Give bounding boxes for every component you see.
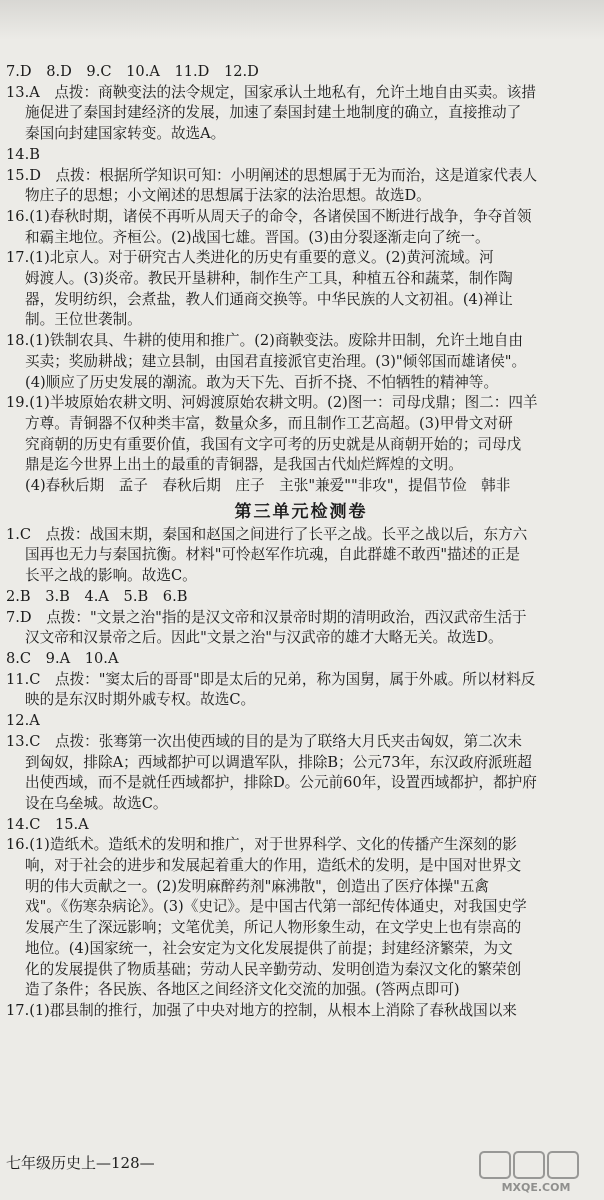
text-line: (4)春秋后期 孟子 春秋后期 庄子 主张"兼爱""非攻"，提倡节俭 韩非 [25,477,511,495]
text-line: 买卖；奖励耕战；建立县制，由国君直接派官吏治理。(3)"倾邻国而雄诸侯"。 [25,352,527,370]
text-line: 造了条件；各民族、各地区之间经济文化交流的加强。(答两点即可) [25,981,460,999]
text-line: 出使西域，而不是就任西域都护，排除D。公元前60年，设置西域都护，都护府 [25,774,537,792]
text-line: 19.(1)半坡原始农耕文明、河姆渡原始农耕文明。(2)图一：司母戊鼎；图二：四羊 [6,394,538,412]
text-line: 器，发明纺织，会煮盐，教人们通商交换等。中华民族的人文初祖。(4)禅让 [25,290,513,308]
text-line: 17.(1)郡县制的推行，加强了中央对地方的控制，从根本上消除了春秋战国以来 [6,1001,517,1019]
text-line: 发展产生了深远影响；文笔优美，所记人物形象生动，在文学史上也有崇高的 [25,919,522,937]
text-line: 汉文帝和汉景帝之后。因此"文景之治"与汉武帝的雄才大略无关。故选D。 [25,629,503,647]
text-line: 国再也无力与秦国抗衡。材料"可怜赵军作坑魂，自此群雄不敢西"描述的正是 [25,546,521,564]
text-line: 戏"。《伤寒杂病论》。(3)《史记》。是中国古代第一部纪传体通史，对我国史学 [25,898,527,916]
text-line: 13.C 点拨：张骞第一次出使西域的目的是为了联络大月氏夹击匈奴，第二次未 [6,732,522,750]
text-line: 13.A 点拨：商鞅变法的法令规定，国家承认土地私有，允许土地自由买卖。该措 [6,83,536,101]
svg-text:MXQE.COM: MXQE.COM [501,1181,571,1194]
text-line: 施促进了秦国封建经济的发展，加速了秦国封建土地制度的确立，直接推动了 [25,104,522,122]
text-line: 物庄子的思想；小文阐述的思想属于法家的法治思想。故选D。 [25,187,431,205]
text-line: 明的伟大贡献之一。(2)发明麻醉药剂"麻沸散"，创造出了医疗体操"五禽 [25,877,490,895]
text-line: 长平之战的影响。故选C。 [25,567,197,585]
text-line: 15.D 点拨：根据所学知识可知：小明阐述的思想属于无为而治，这是道家代表人 [6,166,538,184]
top-shadow [0,0,604,40]
answer-text-body [6,62,596,1022]
text-line: 14.B [6,145,40,163]
text-line: 8.C 9.A 10.A [6,649,119,667]
text-line: 1.C 点拨：战国末期，秦国和赵国之间进行了长平之战。长平之战以后，东方六 [6,525,528,543]
text-line: 16.(1)春秋时期，诸侯不再听从周天子的命令，各诸侯国不断进行战争，争夺首领 [6,207,532,225]
watermark-logo [478,1150,596,1194]
text-line: 制。王位世袭制。 [25,311,142,329]
text-line: 17.(1)北京人。对于研究古人类进化的历史有重要的意义。(2)黄河流域。河 [6,249,494,267]
text-line: 映的是东汉时期外戚专权。故选C。 [25,691,256,709]
text-line: 究商朝的历史有重要价值，我国有文字可考的历史就是从商朝开始的；司母戊 [25,435,522,453]
text-line: 和霸主地位。齐桓公。(2)战国七雄。晋国。(3)由分裂逐渐走向了统一。 [25,228,490,246]
text-line: 14.C 15.A [6,815,89,833]
section-title: 第三单元检测卷 [234,501,368,522]
text-line: 11.C 点拨："窦太后的哥哥"即是太后的兄弟，称为国舅，属于外戚。所以材料反 [6,670,536,688]
text-line: 姆渡人。(3)炎帝。教民开垦耕种，制作生产工具，种植五谷和蔬菜，制作陶 [25,270,513,288]
text-line: 7.D 点拨："文景之治"指的是汉文帝和汉景帝时期的清明政治，西汉武帝生活于 [6,608,527,626]
text-line: 7.D 8.D 9.C 10.A 11.D 12.D [6,63,259,80]
text-line: (4)顺应了历史发展的潮流。敢为天下先、百折不挠、不怕牺牲的精神等。 [25,373,499,391]
text-line: 地位。(4)国家统一，社会安定为文化发展提供了前提；封建经济繁荣，为文 [25,939,513,957]
text-line: 响，对于社会的进步和发展起着重大的作用，造纸术的发明，是中国对世界文 [25,857,522,875]
text-line: 方尊。青铜器不仅种类丰富，数量众多，而且制作工艺高超。(3)甲骨文对研 [25,414,513,432]
text-line: 16.(1)造纸术。造纸术的发明和推广，对于世界科学、文化的传播产生深刻的影 [6,836,517,854]
text-line: 秦国向封建国家转变。故选A。 [25,125,226,143]
text-line: 鼎是迄今世界上出土的最重的青铜器，是我国古代灿烂辉煌的文明。 [25,456,463,474]
text-line: 18.(1)铁制农具、牛耕的使用和推广。(2)商鞅变法。废除井田制，允许土地自由 [6,332,523,350]
text-line: 到匈奴，排除A；西域都护可以调遣军队，排除B；公元73年，东汉政府派班超 [25,753,532,771]
text-line: 12.A [6,712,40,730]
text-line: 设在乌垒城。故选C。 [25,794,168,812]
page-footer: 七年级历史上—128— [6,1154,155,1172]
text-line: 2.B 3.B 4.A 5.B 6.B [6,587,188,605]
text-line: 化的发展提供了物质基础；劳动人民辛勤劳动、发明创造为秦汉文化的繁荣创 [25,960,522,978]
